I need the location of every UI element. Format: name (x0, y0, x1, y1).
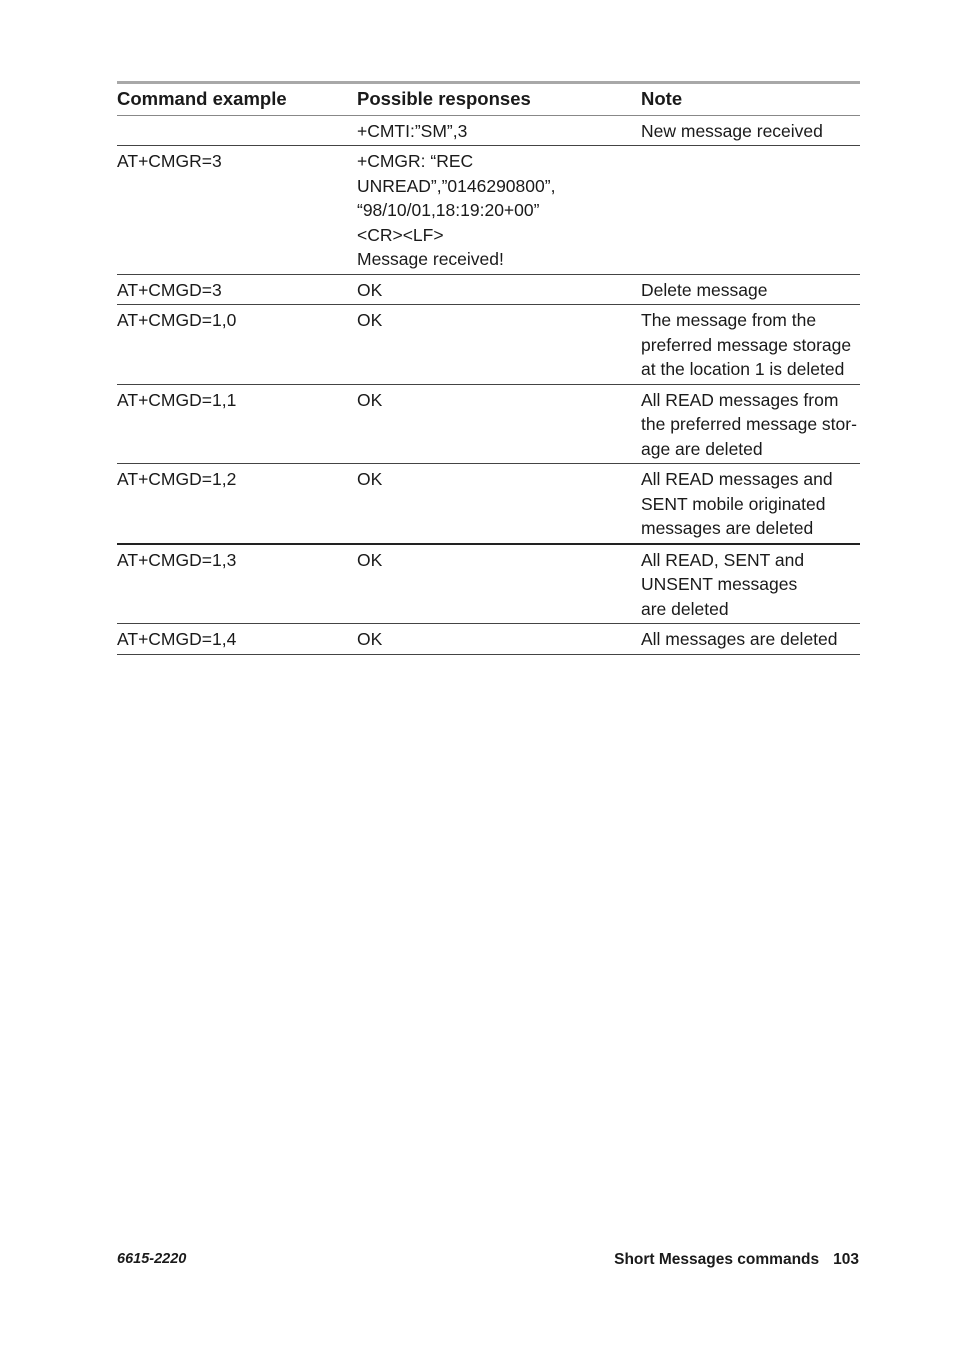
note-cell: All messages are deleted (641, 629, 838, 649)
table-row (117, 464, 860, 545)
table-row (117, 275, 860, 306)
command-cell: AT+CMGD=1,4 (117, 629, 237, 649)
table-row (117, 305, 860, 385)
note-cell: All READ messages and SENT mobile originated messages are deleted (641, 469, 833, 538)
command-cell: AT+CMGD=3 (117, 279, 222, 300)
page-number: 103 (833, 1251, 859, 1268)
note-cell: All READ, SENT and UNSENT messages are deleted (641, 549, 805, 619)
note-cell (641, 146, 860, 274)
header-command: Command example (117, 88, 287, 109)
table-row (117, 116, 860, 147)
table-row (117, 624, 860, 655)
response-cell: OK (357, 469, 383, 489)
response-cell: OK (357, 549, 383, 570)
table-row (117, 545, 860, 625)
table-header-row (117, 84, 860, 116)
header-note: Note (641, 88, 683, 109)
table-row (117, 385, 860, 465)
command-cell: AT+CMGD=1,1 (117, 389, 237, 410)
response-cell: OK (357, 629, 383, 649)
note-cell: All READ messages from the preferred message stor- age are deleted (641, 389, 857, 459)
page-footer (600, 1251, 859, 1269)
command-cell: AT+CMGR=3 (117, 151, 222, 171)
document-number: 6615-2220 (117, 1251, 187, 1267)
command-cell: AT+CMGD=1,2 (117, 469, 237, 489)
response-cell: OK (357, 310, 383, 330)
note-cell: New message received (641, 120, 823, 141)
command-cell (117, 116, 357, 146)
header-responses: Possible responses (357, 88, 531, 109)
response-cell: +CMTI:”SM”,3 (357, 120, 468, 141)
note-cell: The message from the preferred message storage at the location 1 is deleted (641, 310, 852, 379)
command-cell: AT+CMGD=1,3 (117, 549, 237, 570)
response-cell: OK (357, 279, 383, 300)
section-title: Short Messages commands (614, 1251, 820, 1268)
command-cell: AT+CMGD=1,0 (117, 310, 237, 330)
table-row (117, 146, 860, 275)
response-cell: +CMGR: “REC UNREAD”,”0146290800”, “98/10/01,18:19:20+00” <CR><LF> Message received! (357, 151, 556, 269)
command-table (117, 81, 860, 655)
note-cell: Delete message (641, 279, 768, 300)
response-cell: OK (357, 389, 383, 410)
